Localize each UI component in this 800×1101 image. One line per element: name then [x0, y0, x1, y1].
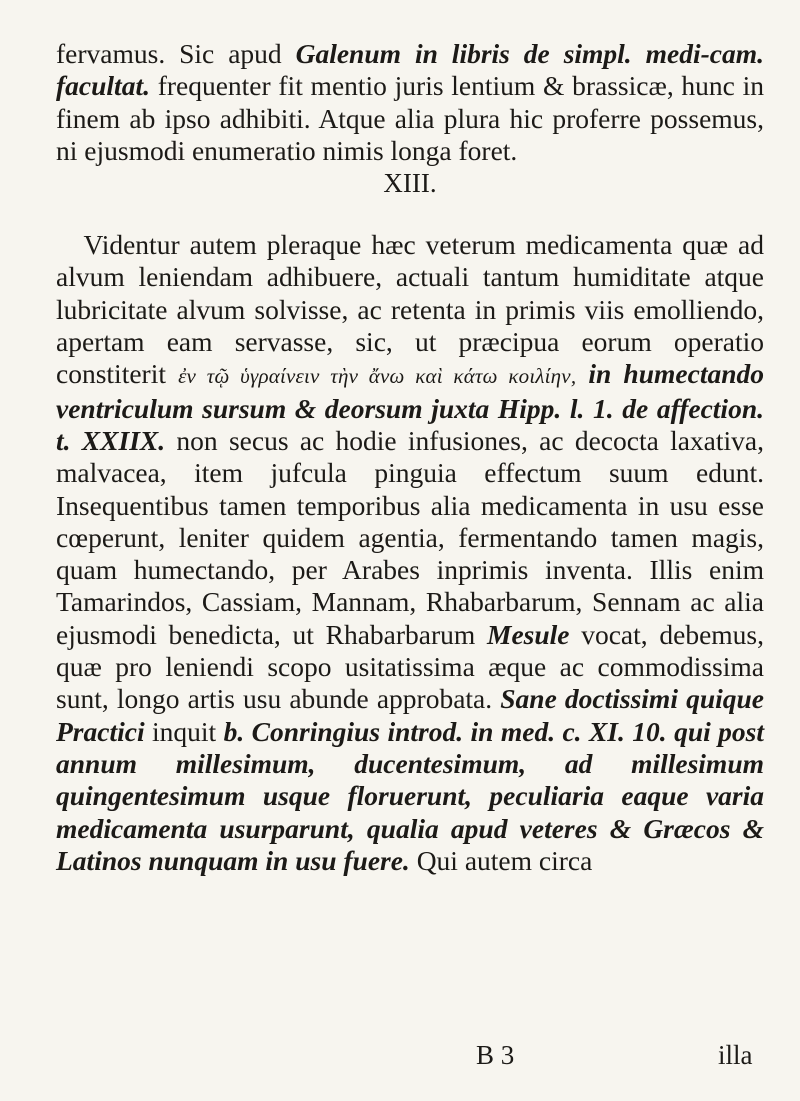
- text-run: Qui autem circa: [409, 844, 593, 876]
- text-run: Videntur autem pleraque hæc veterum medicamenta quæ ad alvum leniendam adhibuere, actuali tantum humiditate atque lubricitate alvum solvisse, ac retenta in primis viis emolliendo, apertam eam servasse, sic, ut præcipua eorum operatio constiterit: [56, 229, 764, 390]
- greek-quotation: ἐν τῷ ὑγραίνειν τὴν ἄνω καὶ κάτω κοιλίην,: [178, 364, 577, 389]
- citation-galenus: Galenum in libris de simpl. medi-: [295, 38, 710, 69]
- page-text: [56, 38, 764, 877]
- paragraph-1: [56, 38, 764, 167]
- page-footer: [0, 1040, 800, 1076]
- paragraph-2: [56, 229, 764, 877]
- text-run: vocat, debemus, quæ pro leniendi scopo usitatissima æque ac commodissima sunt, longo artis usu abunde approbata.: [56, 618, 764, 715]
- section-heading: XIII.: [383, 168, 437, 199]
- section-gap: [56, 199, 764, 229]
- mesue-name: Mesule: [487, 618, 570, 650]
- text-run: fervamus. Sic apud: [56, 38, 296, 69]
- catchword: illa: [718, 1040, 753, 1070]
- hippocrates-citation: in humectando ventriculum sursum & deorsum juxta Hipp. l. 1. de affection. t. XXIIX.: [56, 358, 764, 456]
- text-run: frequenter fit mentio juris lentium & brassicæ, hunc in finem ab ipso adhibiti. Atque alia plura hic proferre possemus, ni ejusmodi enumeratio nimis longa foret.: [56, 70, 764, 166]
- citation-galenus-cont: cam. facultat.: [56, 38, 764, 102]
- conringius-quotation: b. Conringius introd. in med. c. XI. 10. qui post annum millesimum, ducentesimum, ad millesimum quingentesimum usque floruerunt, peculiaria eaque varia medicamenta usurparunt, qualia apud veteres & Græcos & Latinos nunquam in usu fuere.: [56, 715, 765, 876]
- text-run: [576, 358, 588, 389]
- quotation-intro: Sane doctissimi quique Practici: [56, 683, 765, 747]
- text-run: inquit: [144, 715, 224, 747]
- text-run: non secus ac hodie infusiones, ac decocta laxativa, malvacea, item jufcula pinguia effectum suum edunt. Insequentibus tamen temporibus alia medicamenta in usu esse cœperunt, leniter quidem agentia, fermentando tamen magis, quam humectando, per Arabes inprimis inventa. Illis enim Tamarindos, Cassiam, Mannam, Rhabarbarum, Sennam ac alia ejusmodi benedicta, ut Rhabarbarum: [56, 424, 764, 650]
- signature-mark: B 3: [476, 1040, 515, 1070]
